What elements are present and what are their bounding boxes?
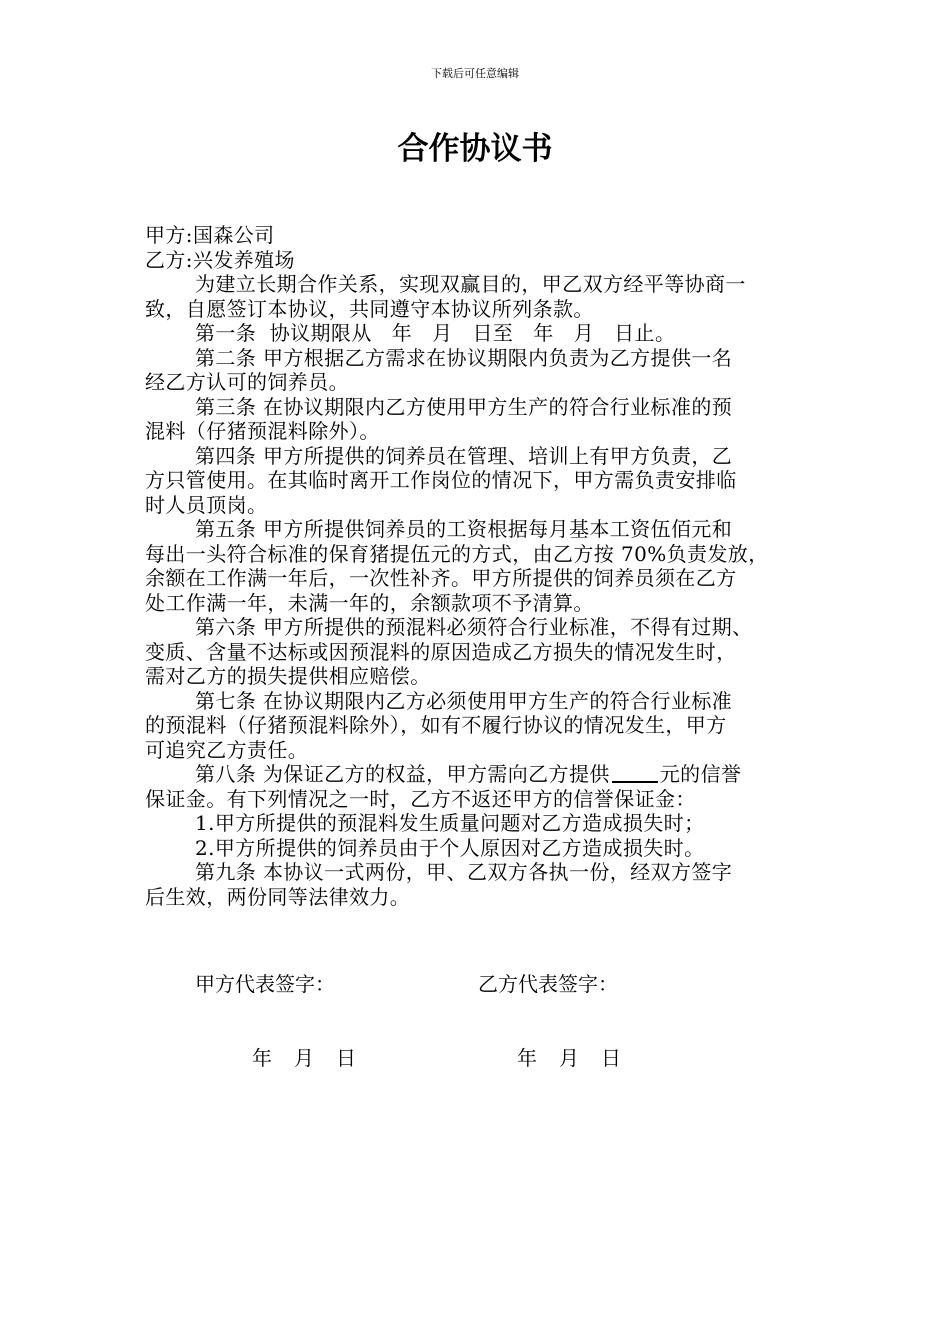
party-a-line: 甲方:国森公司 — [145, 223, 275, 247]
article-8-text-post: 元的信誉 — [659, 762, 742, 786]
article-8-item-2: 2.甲方所提供的饲养员由于个人原因对乙方造成损失时。 — [195, 835, 705, 860]
party-a-date-year: 年 — [252, 1046, 272, 1070]
article-8-line-2: 保证金。有下列情况之一时，乙方不返还甲方的信誉保证金： — [145, 786, 696, 811]
header-note: 下载后可任意编辑 — [431, 67, 519, 80]
article-3-line-1: 第三条 在协议期限内乙方使用甲方生产的符合行业标准的预 — [195, 394, 733, 419]
party-a-signature-label: 甲方代表签字： — [195, 972, 335, 996]
party-a-date-month: 月 — [294, 1046, 314, 1070]
article-8-text-pre: 第八条 为保证乙方的权益，甲方需向乙方提供 — [195, 762, 610, 786]
article-1-year: 年 — [391, 321, 413, 345]
article-5-line-2: 每出一头符合标准的保育猪提伍元的方式，由乙方按 70%负责发放， — [145, 541, 769, 566]
article-3-line-2: 混料（仔猪预混料除外）。 — [145, 419, 380, 443]
article-1-text: 协议期限从 — [269, 321, 372, 345]
party-b-date-month: 月 — [559, 1046, 579, 1070]
party-b-date-day: 日 — [601, 1046, 621, 1070]
article-7-line-1: 第七条 在协议期限内乙方必须使用甲方生产的符合行业标准 — [195, 688, 733, 713]
article-1-end: 日止。 — [614, 321, 676, 345]
intro-line-2: 致，自愿签订本协议，共同遵守本协议所列条款。 — [145, 296, 594, 321]
article-6-line-1: 第六条 甲方所提供的预混料必须符合行业标准，不得有过期、 — [195, 615, 753, 639]
article-1-label: 第一条 — [195, 321, 257, 345]
article-9-line-2: 后生效，两份同等法律效力。 — [145, 884, 411, 909]
article-6-line-3: 需对乙方的损失提供相应赔偿。 — [145, 664, 431, 688]
article-1-year2: 年 — [533, 321, 554, 345]
article-4-line-2: 方只管使用。在其临时离开工作岗位的情况下，甲方需负责安排临 — [145, 468, 737, 492]
article-9-line-1: 第九条 本协议一式两份，甲、乙双方各执一份，经双方签字 — [195, 860, 733, 884]
article-2-line-2: 经乙方认可的饲养员。 — [145, 370, 349, 394]
article-1-day-to: 日至 — [472, 321, 514, 345]
party-b-signature-label: 乙方代表签字： — [478, 972, 618, 996]
article-1-line — [145, 321, 809, 346]
document-body — [145, 223, 809, 909]
article-8-line-1 — [145, 762, 809, 787]
article-8-item-1: 1.甲方所提供的预混料发生质量问题对乙方造成损失时； — [195, 811, 705, 835]
article-1-month: 月 — [432, 321, 453, 345]
article-1-month2: 月 — [573, 321, 595, 345]
article-7-line-3: 可追究乙方责任。 — [145, 737, 309, 762]
party-a-date — [252, 1046, 356, 1070]
article-4-line-3: 时人员顶岗。 — [145, 492, 268, 517]
party-a-date-day: 日 — [336, 1046, 356, 1070]
party-b-line: 乙方:兴发养殖场 — [145, 247, 295, 272]
article-5-line-3: 余额在工作满一年后，一次性补齐。甲方所提供的饲养员须在乙方 — [145, 566, 737, 590]
article-4-line-1: 第四条 甲方所提供的饲养员在管理、培训上有甲方负责，乙 — [195, 443, 733, 468]
document-title: 合作协议书 — [397, 131, 553, 167]
article-6-line-2: 变质、含量不达标或因预混料的原因造成乙方损失的情况发生时， — [145, 639, 737, 664]
party-b-date — [517, 1046, 621, 1070]
article-5-line-4: 处工作满一年，未满一年的，余额款项不予清算。 — [145, 590, 594, 615]
deposit-amount-blank[interactable] — [612, 763, 658, 783]
party-b-date-year: 年 — [517, 1046, 537, 1070]
article-7-line-2: 的预混料（仔猪预混料除外），如有不履行协议的情况发生，甲方 — [145, 713, 727, 737]
article-5-line-1: 第五条 甲方所提供饲养员的工资根据每月基本工资伍佰元和 — [195, 517, 733, 541]
intro-line-1: 为建立长期合作关系，实现双赢目的，甲乙双方经平等协商一 — [195, 272, 746, 296]
article-2-line-1: 第二条 甲方根据乙方需求在协议期限内负责为乙方提供一名 — [195, 345, 733, 370]
